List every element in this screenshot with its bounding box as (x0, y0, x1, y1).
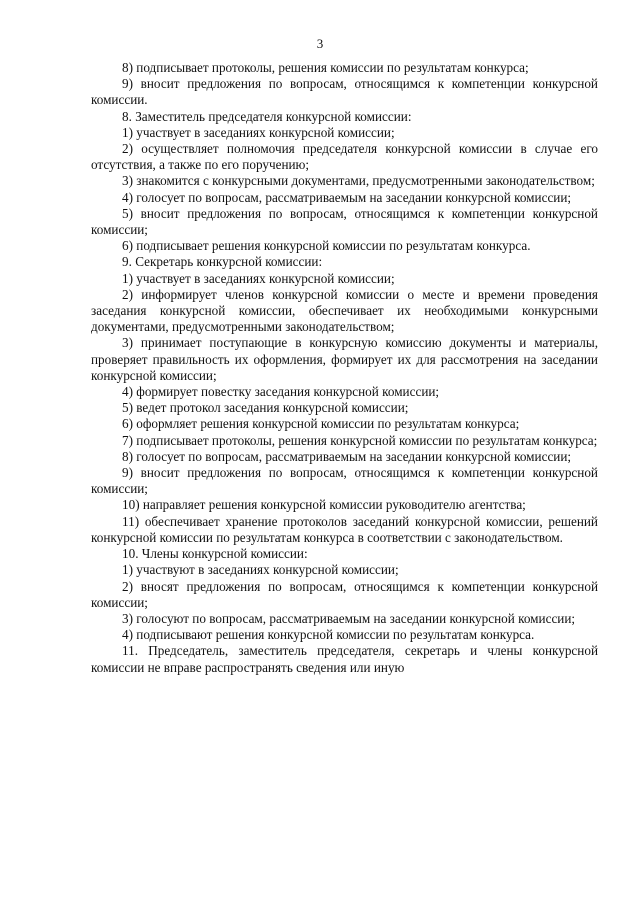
paragraph: 5) вносит предложения по вопросам, относящимся к компетенции конкурсной комиссии; (91, 205, 598, 238)
paragraph: 7) подписывает протоколы, решения конкурсной комиссии по результатам конкурса; (122, 432, 598, 448)
paragraph: 2) вносят предложения по вопросам, относящимся к компетенции конкурсной комиссии; (91, 578, 598, 610)
document-body (91, 60, 598, 676)
paragraph: 3) голосуют по вопросам, рассматриваемым на заседании конкурсной комиссии; (122, 610, 576, 626)
paragraph: 3) знакомится с конкурсными документами, предусмотренными законодательством; (122, 173, 595, 189)
paragraph: 1) участвует в заседаниях конкурсной комиссии; (122, 124, 395, 140)
section-heading: 10. Члены конкурсной комиссии: (122, 546, 308, 562)
paragraph: 10) направляет решения конкурсной комиссии руководителю агентства; (122, 497, 526, 513)
paragraph: 1) участвуют в заседаниях конкурсной комиссии; (122, 562, 399, 578)
paragraph: 8) подписывает протоколы, решения комиссии по результатам конкурса; (122, 60, 529, 75)
paragraph: 9) вносит предложения по вопросам, относящимся к компетенции конкурсной комиссии; (91, 465, 598, 497)
section-heading: 8. Заместитель председателя конкурсной комиссии: (122, 108, 412, 124)
paragraph: 4) голосует по вопросам, рассматриваемым на заседании конкурсной комиссии; (122, 189, 572, 205)
paragraph: 3) принимает поступающие в конкурсную комиссию документы и материалы, проверяет правильность их оформления, формирует их для рассмотрения на заседании конкурсной комиссии; (91, 335, 598, 383)
paragraph: 2) информирует членов конкурсной комиссии о месте и времени проведения заседания конкурсной комиссии, обеспечивает их необходимыми конкурсными документами, предусмотренными законодательством; (91, 286, 598, 335)
section-heading: 9. Секретарь конкурсной комиссии: (122, 254, 323, 270)
paragraph: 9) вносит предложения по вопросам, относящимся к компетенции конкурсной комиссии. (91, 76, 598, 108)
paragraph: 11) обеспечивает хранение протоколов заседаний конкурсной комиссии, решений конкурсной комиссии по результатам конкурса в соответствии с законодательством. (91, 513, 598, 545)
paragraph: 6) подписывает решения конкурсной комиссии по результатам конкурса. (122, 238, 531, 254)
paragraph: 8) голосует по вопросам, рассматриваемым на заседании конкурсной комиссии; (122, 448, 572, 464)
paragraph: 6) оформляет решения конкурсной комиссии по результатам конкурса; (122, 416, 520, 432)
paragraph: 1) участвует в заседаниях конкурсной комиссии; (122, 270, 395, 286)
paragraph: 2) осуществляет полномочия председателя конкурсной комиссии в случае его отсутствия, а также по его поручению; (91, 141, 598, 173)
paragraph: 4) формирует повестку заседания конкурсной комиссии; (122, 384, 440, 400)
paragraph: 4) подписывают решения конкурсной комиссии по результатам конкурса. (122, 627, 535, 643)
section-heading: 11. Председатель, заместитель председателя, секретарь и члены конкурсной комиссии не вправе распространять сведения или иную (91, 643, 598, 675)
paragraph: 5) ведет протокол заседания конкурсной комиссии; (122, 400, 409, 416)
page-number: 3 (316, 36, 324, 51)
